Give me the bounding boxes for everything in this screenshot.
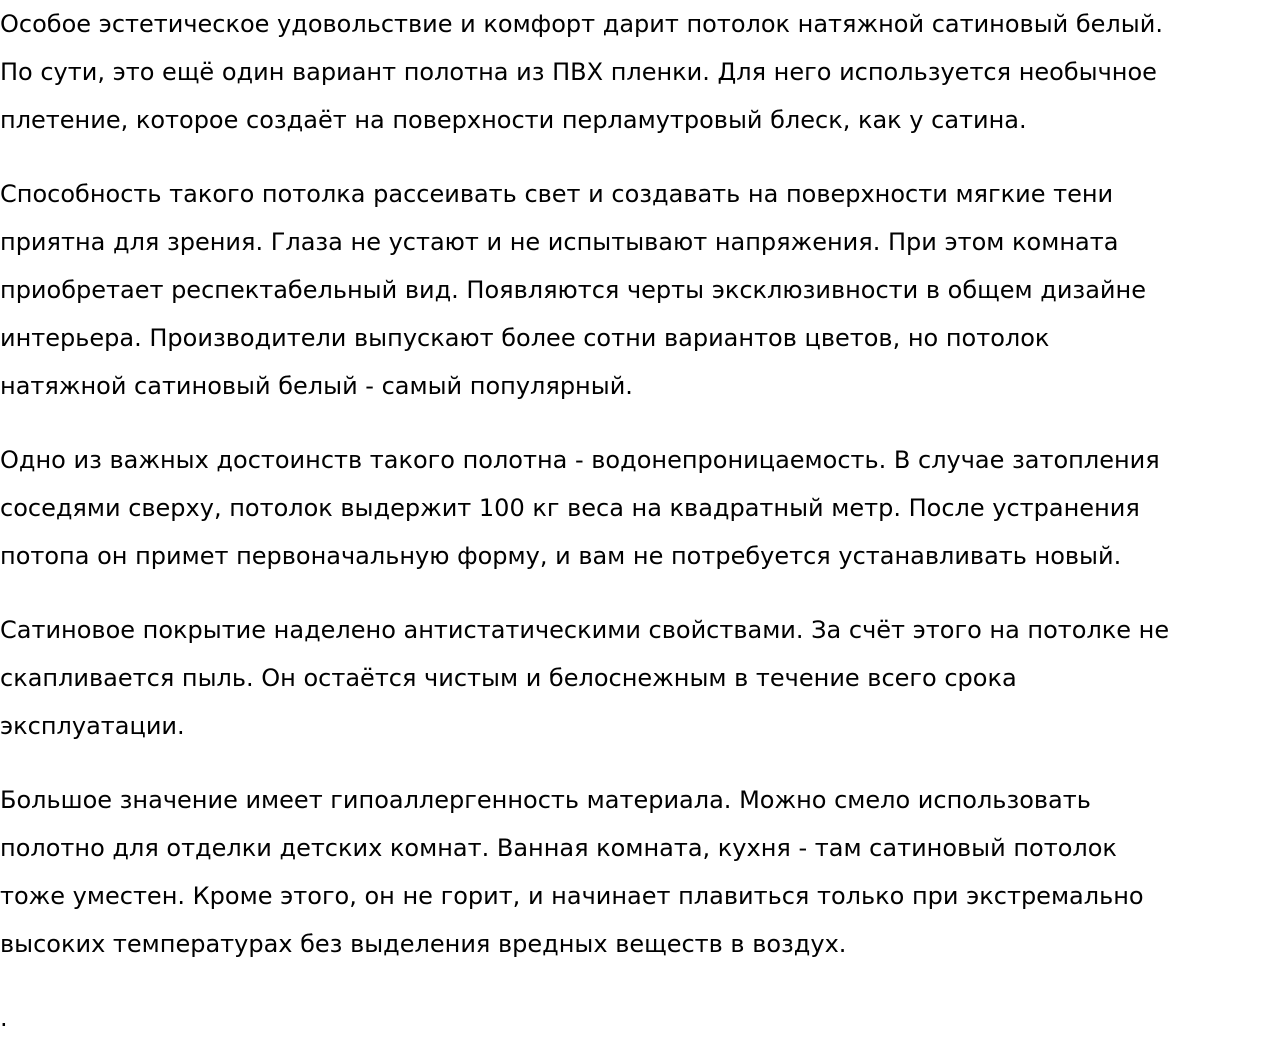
paragraph-line: приятна для зрения. Глаза не устают и не испытывают напряжения. При этом комната [0, 228, 1119, 256]
paragraph-line: плетение, которое создаёт на поверхности перламутровый блеск, как у сатина. [0, 106, 1027, 134]
paragraph-line: приобретает респектабельный вид. Появляются черты эксклюзивности в общем дизайне [0, 276, 1146, 304]
paragraph-4 [0, 606, 1270, 750]
paragraph-2 [0, 170, 1270, 410]
paragraph-3 [0, 436, 1270, 580]
paragraph-line: интерьера. Производители выпускают более сотни вариантов цветов, но потолок [0, 324, 1050, 352]
paragraph-line: натяжной сатиновый белый - самый популярный. [0, 372, 633, 400]
paragraph-line: потопа он примет первоначальную форму, и вам не потребуется устанавливать новый. [0, 542, 1122, 570]
paragraph-line: Одно из важных достоинств такого полотна - водонепроницаемость. В случае затопления [0, 446, 1160, 474]
paragraph-line: По сути, это ещё один вариант полотна из ПВХ пленки. Для него используется необычное [0, 58, 1157, 86]
paragraph-line: полотно для отделки детских комнат. Ванная комната, кухня - там сатиновый потолок [0, 834, 1117, 862]
paragraph-line: соседями сверху, потолок выдержит 100 кг веса на квадратный метр. После устранения [0, 494, 1140, 522]
paragraph-1 [0, 0, 1270, 144]
paragraph-line: Сатиновое покрытие наделено антистатическими свойствами. За счёт этого на потолке не [0, 616, 1170, 644]
paragraph-line: Большое значение имеет гипоаллергенность материала. Можно смело использовать [0, 786, 1091, 814]
paragraph-line: скапливается пыль. Он остаётся чистым и белоснежным в течение всего срока [0, 664, 1017, 692]
paragraph-line: эксплуатации. [0, 712, 185, 740]
paragraph-line: тоже уместен. Кроме этого, он не горит, и начинает плавиться только при экстремально [0, 882, 1144, 910]
paragraph-5 [0, 776, 1270, 968]
paragraph-line: Особое эстетическое удовольствие и комфорт дарит потолок натяжной сатиновый белый. [0, 10, 1163, 38]
trailing-period: . [0, 1004, 8, 1032]
paragraph-line: высоких температурах без выделения вредных веществ в воздух. [0, 930, 847, 958]
paragraph-line: Способность такого потолка рассеивать свет и создавать на поверхности мягкие тени [0, 180, 1114, 208]
